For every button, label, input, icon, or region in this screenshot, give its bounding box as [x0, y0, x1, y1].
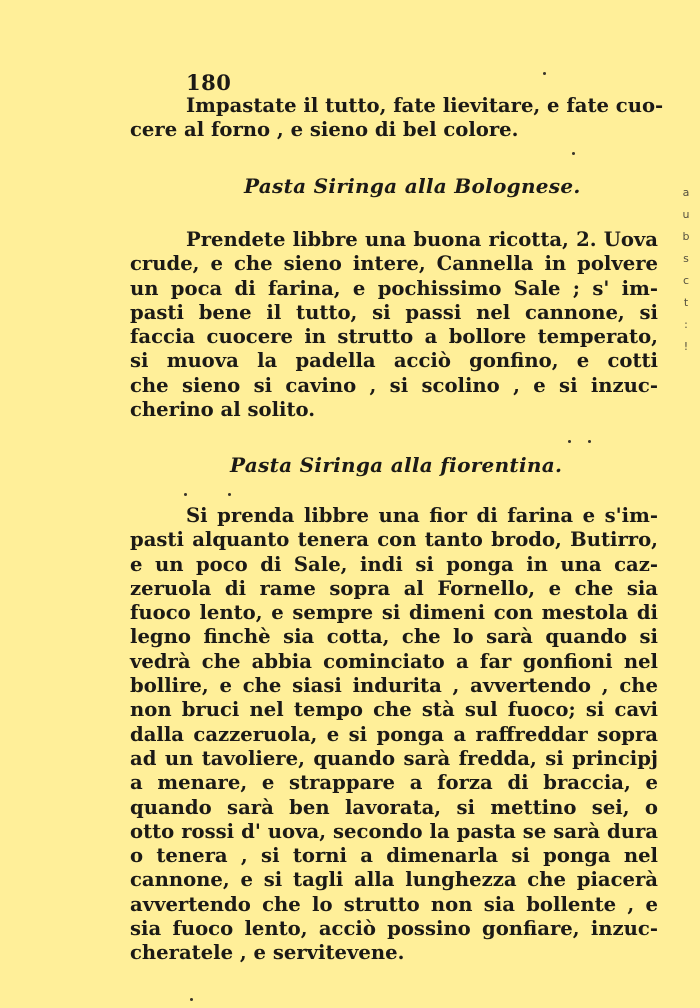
section-body-fiorentina [130, 504, 658, 966]
text-line: cheratele , e servitevene. [130, 941, 405, 965]
margin-mark: b [682, 230, 690, 243]
text-line: Prendete libbre una buona ricotta, 2. Uova [186, 228, 658, 251]
text-line: pasti bene il tutto, si passi nel cannone, si [130, 300, 658, 324]
text-line: a menare, e strappare a forza di braccia, e [130, 771, 658, 795]
ink-speck [572, 152, 575, 155]
margin-mark: s [683, 252, 689, 265]
text-line: un poca di farina, e pochissimo Sale ; s' im- [130, 276, 658, 300]
margin-mark: c [682, 274, 690, 287]
text-line: faccia cuocere in strutto a bollore temperato, [130, 325, 658, 349]
text-line: otto rossi d' uova, secondo la pasta se sarà dura [130, 819, 658, 843]
section-body-bolognese [130, 228, 658, 422]
text-line: cannone, e si tagli alla lunghezza che piacerà [130, 868, 658, 892]
text-line: cere al forno , e sieno di bel colore. [130, 118, 519, 142]
margin-mark: : [684, 318, 688, 331]
ink-speck [190, 998, 193, 1001]
text-line: si muova la padella acciò gonfino, e cotti [130, 349, 658, 373]
section-heading-fiorentina: Pasta Siringa alla fiorentina. [230, 453, 563, 477]
text-line: ad un tavoliere, quando sarà fredda, si principj [130, 746, 658, 770]
text-line: cherino al solito. [130, 398, 316, 422]
text-line: bollire, e che siasi indurita , avvertendo , che [130, 674, 658, 698]
text-line: legno finchè sia cotta, che lo sarà quando si [130, 625, 658, 649]
section-heading-bolognese: Pasta Siringa alla Bolognese. [244, 174, 581, 198]
text-line: sia fuoco lento, acciò possino gonfiare, inzuc- [130, 917, 658, 941]
text-line: zeruola di rame sopra al Fornello, e che sia [130, 576, 658, 600]
text-line: quando sarà ben lavorata, si mettino sei, o [130, 795, 658, 819]
margin-mark: u [682, 208, 690, 221]
text-line: che sieno si cavino , si scolino , e si inzuc- [130, 373, 658, 397]
text-line: vedrà che abbia cominciato a far gonfioni nel [130, 649, 658, 673]
text-line: e un poco di Sale, indi si ponga in una caz- [130, 552, 658, 576]
text-line: dalla cazzeruola, e si ponga a raffreddar sopra [130, 722, 658, 746]
text-line: Impastate il tutto, fate lievitare, e fate cuo- [186, 94, 664, 117]
text-line: pasti alquanto tenera con tanto brodo, Butirro, [130, 528, 658, 552]
ink-speck [568, 440, 571, 443]
text-line: Si prenda libbre una fior di farina e s'im- [186, 504, 658, 527]
intro-paragraph [130, 94, 664, 143]
page-number: 180 [186, 70, 232, 95]
text-line: non bruci nel tempo che stà sul fuoco; si cavi [130, 698, 658, 722]
margin-bleed-marks [680, 182, 692, 422]
margin-mark: t [683, 296, 689, 309]
text-line: crude, e che sieno intere, Cannella in polvere [130, 252, 658, 276]
ink-speck [543, 72, 546, 75]
margin-mark: ! [683, 340, 689, 353]
ink-speck [588, 440, 591, 443]
ink-speck [228, 493, 231, 496]
text-line: avvertendo che lo strutto non sia bollente , e [130, 892, 658, 916]
text-line: fuoco lento, e sempre si dimeni con mestola di [130, 601, 658, 625]
ink-speck [184, 493, 187, 496]
text-line: o tenera , si torni a dimenarla si ponga nel [130, 844, 658, 868]
margin-mark: a [682, 186, 690, 199]
